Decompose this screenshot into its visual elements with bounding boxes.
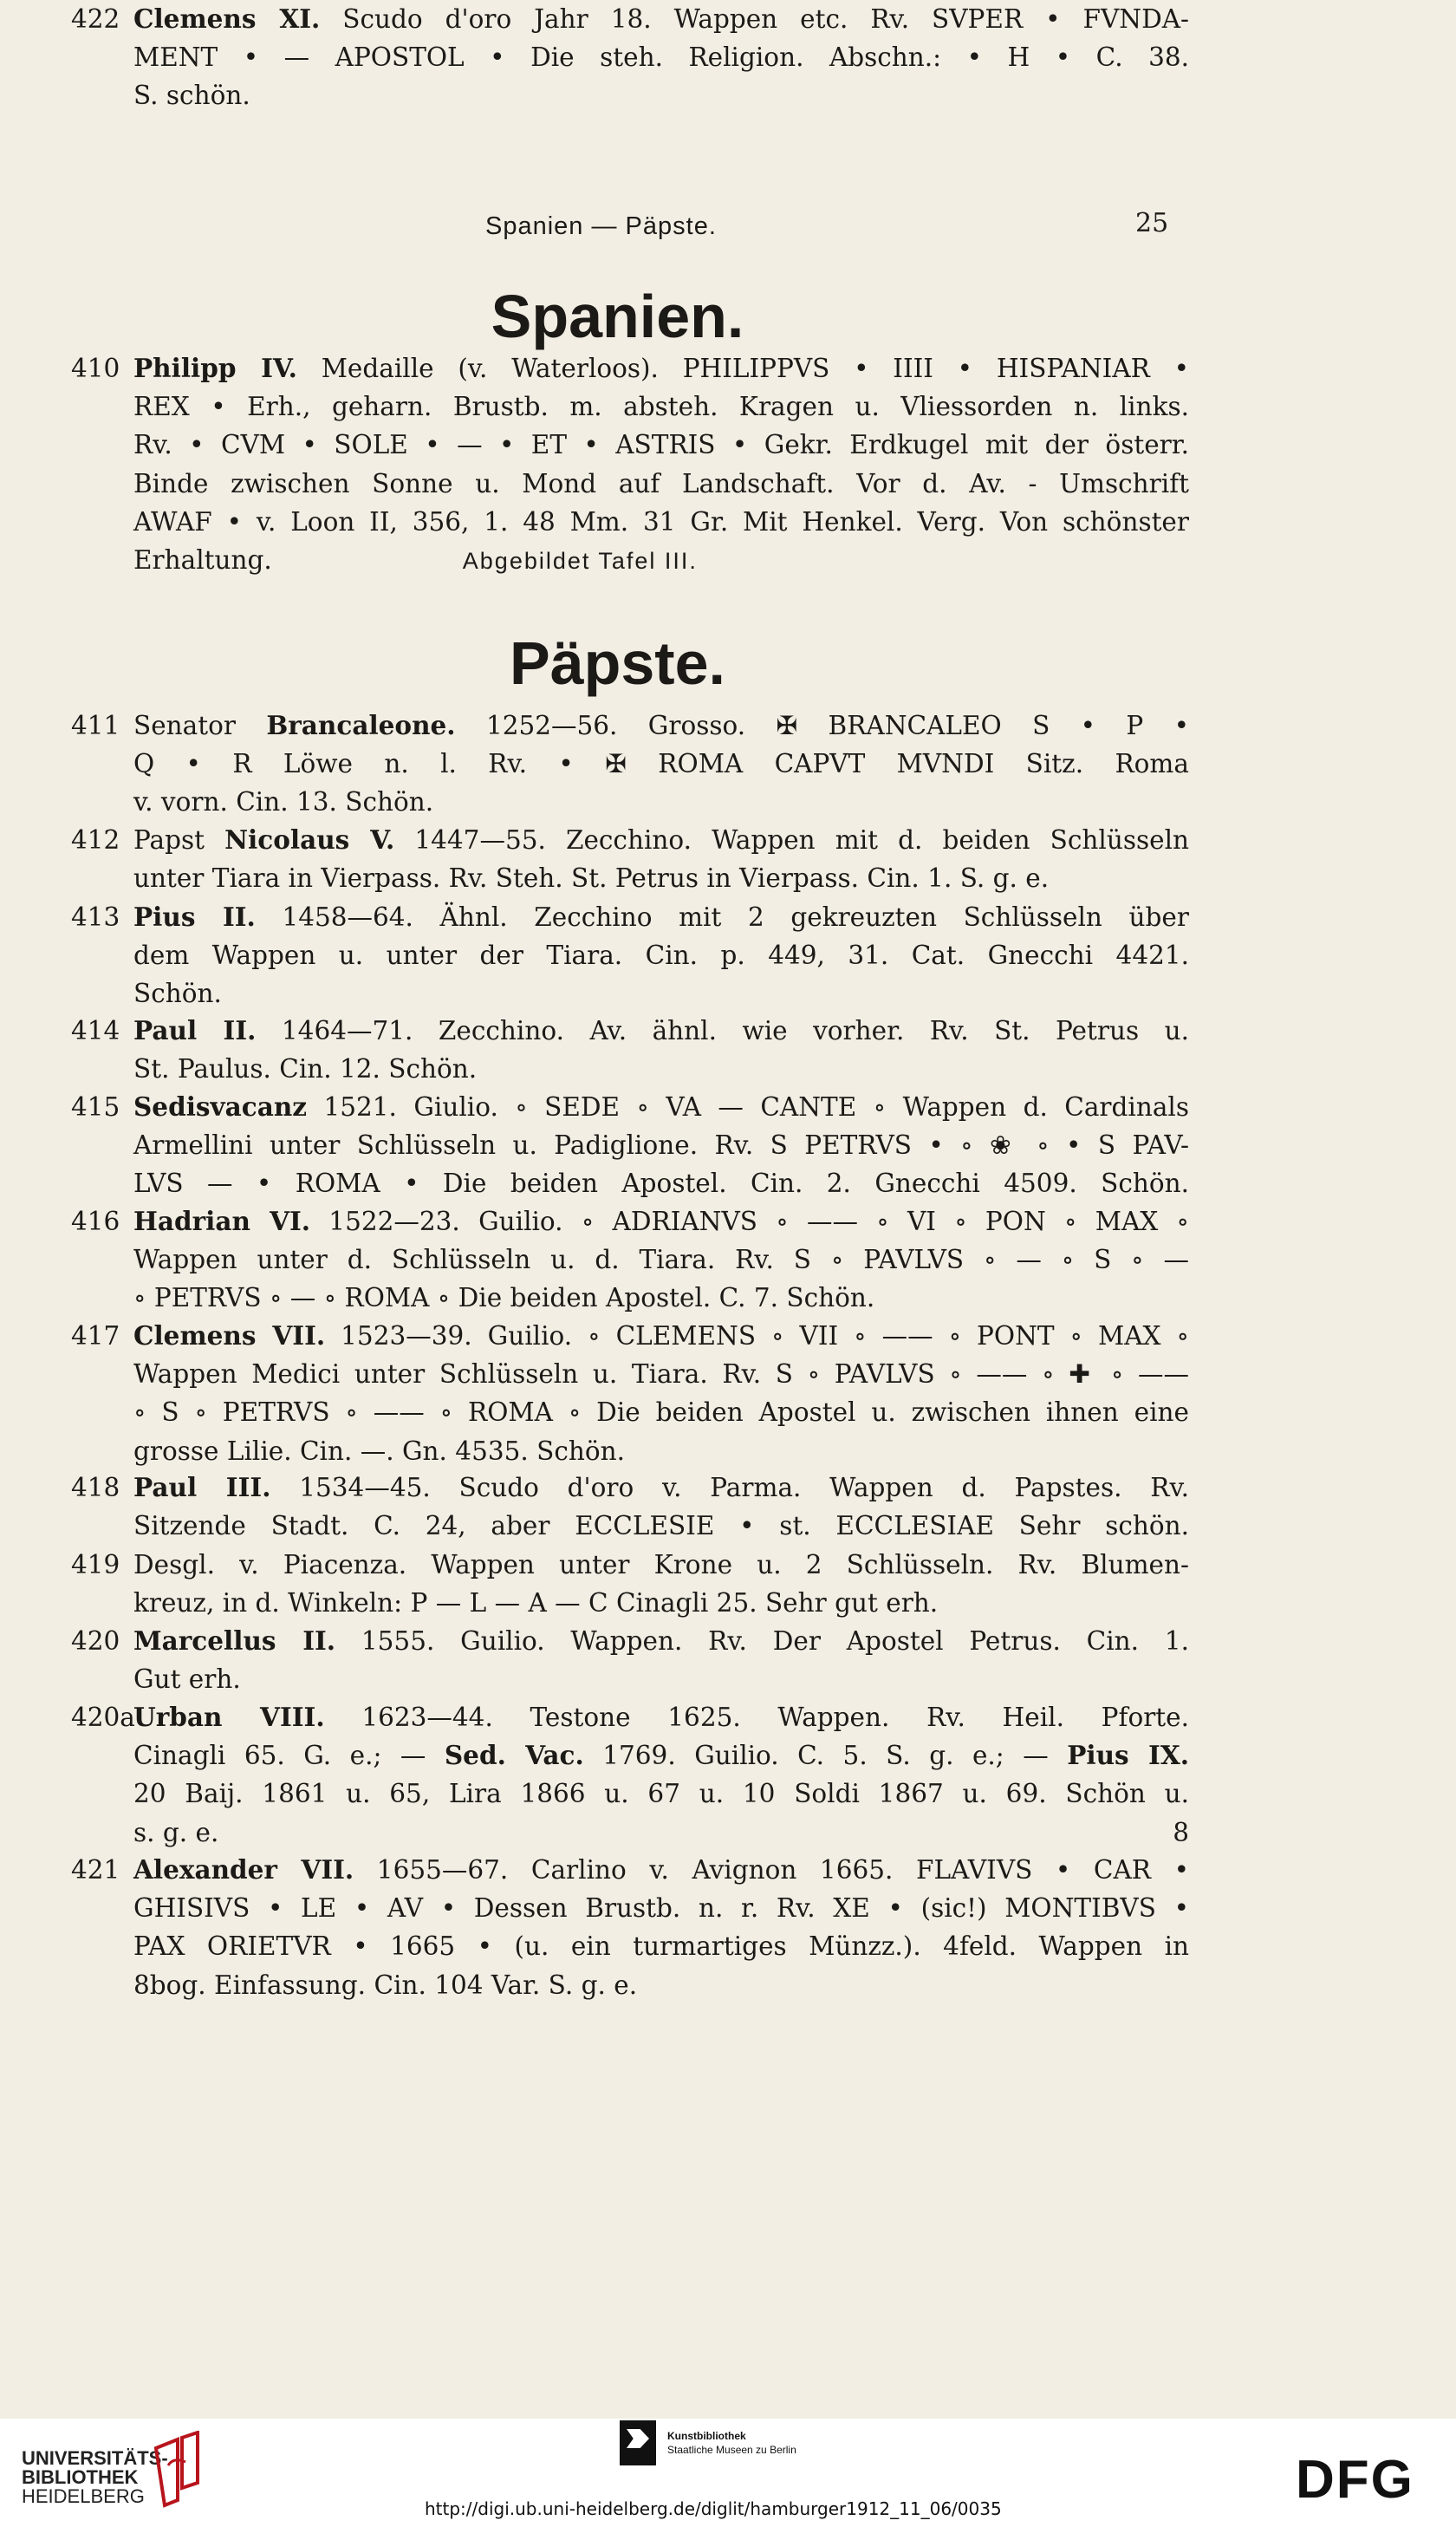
entry-text-run: 1769. Guilio. C. 5. S. g. e.; —: [583, 1741, 1068, 1771]
entry-text-run: unter Tiara in Vierpass. Rv. Steh. St. Petrus in Vierpass. Cin. 1. S. g. e.: [133, 863, 1050, 894]
entry-number: 413: [71, 902, 120, 932]
entry-line: [133, 1814, 1189, 1852]
entry-text-run: ∘ PETRVS ∘ — ∘ ROMA ∘ Die beiden Apostel. C. 7. Schön.: [133, 1283, 875, 1313]
entry-text-run: PAX ORIETVR • 1665 • (u. ein turmartiges Münzz.). 4feld. Wappen in: [133, 1931, 1189, 1962]
entry-number: 415: [71, 1092, 120, 1122]
entry-text: [133, 821, 1189, 897]
entry-text-run: Papst: [133, 825, 225, 855]
entry-line: [133, 1279, 1189, 1317]
catalog-entry: [71, 1851, 1189, 2004]
catalog-entry: [71, 707, 1189, 822]
entry-text-run: s. g. e.: [133, 1817, 219, 1847]
entry-text-run: 1447—55. Zecchino. Wappen mit d. beiden Schlüsseln: [394, 825, 1190, 855]
catalog-entry: [71, 1698, 1189, 1852]
entry-line: [133, 1775, 1189, 1813]
dfg-logo: DFG: [1296, 2450, 1414, 2510]
entry-line: [133, 1202, 1189, 1241]
entry-text-run: Cinagli 65. G. e.; —: [133, 1741, 445, 1771]
entry-line: [133, 0, 1189, 38]
entry-line: [133, 1088, 1189, 1126]
entry-line: [133, 745, 1189, 783]
ub-seal-icon: [147, 2431, 208, 2509]
entry-text: [133, 1546, 1189, 1622]
catalog-entry: [71, 0, 1189, 115]
entry-line: [133, 1889, 1189, 1927]
ruler-name: Sed. Vac.: [444, 1740, 584, 1771]
entry-number: 419: [71, 1550, 120, 1579]
ruler-name: Urban VIII.: [133, 1702, 325, 1732]
entry-number: 418: [71, 1473, 120, 1502]
entry-line: [133, 1355, 1189, 1393]
entry-text-run: 1655—67. Carlino v. Avignon 1665. FLAVIVS • CAR •: [354, 1855, 1190, 1885]
entry-text-run: grosse Lilie. Cin. —. Gn. 4535. Schön.: [133, 1436, 625, 1466]
entry-line: [133, 388, 1189, 426]
plate-reference: Abgebildet Tafel III.: [462, 548, 698, 575]
entry-line: [133, 1050, 1189, 1088]
entry-line: [133, 349, 1189, 388]
entry-text: [133, 1851, 1189, 2004]
entry-line: [133, 1012, 1189, 1050]
entry-text: [133, 1317, 1189, 1470]
entry-text: [133, 1698, 1189, 1852]
kunstbibliothek-wordmark: Kunstbibliothek Staatliche Museen zu Berlin: [667, 2430, 796, 2456]
entry-text-run: Q • R Löwe n. l. Rv. • ✠ ROMA CAPVT MVNDI Sitz. Roma: [133, 749, 1189, 779]
running-head: Spanien — Päpste.: [485, 212, 717, 240]
entry-number: 416: [71, 1207, 120, 1236]
ruler-name: Nicolaus V.: [224, 824, 395, 855]
entry-text-run: Rv. • CVM • SOLE • — • ET • ASTRIS • Gekr. Erdkugel mit der österr.: [133, 430, 1189, 460]
entry-text-run: Sitzende Stadt. C. 24, aber ECCLESIE • st. ECCLESIAE Sehr schön.: [133, 1511, 1189, 1541]
entry-text-run: Wappen unter d. Schlüsseln u. d. Tiara. Rv. S ∘ PAVLVS ∘ — ∘ S ∘ —: [133, 1245, 1189, 1275]
entry-text-run: 1522—23. Guilio. ∘ ADRIANVS ∘ —— ∘ VI ∘ PON ∘ MAX ∘: [310, 1207, 1189, 1236]
catalog-entry: [71, 821, 1189, 897]
entry-number: 421: [71, 1855, 120, 1885]
entry-text: [133, 1469, 1189, 1545]
catalog-entry: [71, 1202, 1189, 1318]
entry-line: [133, 1698, 1189, 1736]
entry-text-run: Binde zwischen Sonne u. Mond auf Landschaft. Vor d. Av. - Umschrift: [133, 468, 1189, 498]
entry-text-run: Senator: [133, 711, 267, 740]
entry-text-run: MENT • — APOSTOL • Die steh. Religion. Abschn.: • H • C. 38.: [133, 42, 1189, 73]
ruler-name: Hadrian VI.: [133, 1206, 311, 1236]
entry-line: [133, 1164, 1189, 1202]
entry-text-run: 1458—64. Ähnl. Zecchino mit 2 gekreuzten Schlüsseln über: [255, 902, 1189, 932]
entry-line: [133, 898, 1189, 936]
entry-number: 420: [71, 1626, 120, 1656]
entry-line: [133, 1584, 1189, 1622]
entry-text-run: 8bog. Einfassung. Cin. 104 Var. S. g. e.: [133, 1970, 638, 2000]
entry-text: [133, 707, 1189, 822]
entry-text-run: Desgl. v. Piacenza. Wappen unter Krone u. 2 Schlüsseln. Rv. Blumen-: [133, 1550, 1189, 1579]
catalog-entry: [71, 1469, 1189, 1545]
entry-text: [133, 349, 1189, 580]
section-title-spanien: Spanien.: [491, 283, 744, 350]
kunstbibliothek-logo-icon: [620, 2420, 656, 2465]
entry-line: [133, 783, 1189, 821]
entry-line: [133, 1469, 1189, 1507]
entry-text-run: dem Wappen u. unter der Tiara. Cin. p. 449, 31. Cat. Gnecchi 4421.: [133, 941, 1189, 971]
section-title-paepste: Päpste.: [510, 629, 725, 697]
entry-text-run: AWAF • v. Loon II, 356, 1. 48 Mm. 31 Gr. Mit Henkel. Verg. Von schönster: [133, 506, 1189, 537]
entry-line: [133, 859, 1189, 897]
entry-line: [133, 1432, 1189, 1470]
entry-text-run: Wappen Medici unter Schlüsseln u. Tiara. Rv. S ∘ PAVLVS ∘ —— ∘ ✚ ∘ ——: [133, 1359, 1189, 1390]
entry-line: [133, 1966, 1189, 2004]
ruler-name: Pius II.: [133, 902, 256, 932]
entry-text-run: REX • Erh., geharn. Brustb. m. absteh. Kragen u. Vliessorden n. links.: [133, 392, 1189, 422]
entry-text: [133, 1088, 1189, 1203]
footer-bar: [0, 2419, 1456, 2527]
entry-line: [133, 503, 1189, 541]
entry-text-run: Schön.: [133, 979, 222, 1009]
entry-number: 414: [71, 1016, 120, 1045]
ruler-name: Paul III.: [133, 1472, 271, 1502]
entry-line: [133, 1851, 1189, 1889]
entry-number: 417: [71, 1321, 120, 1351]
page-number: 25: [1135, 208, 1169, 238]
entry-text-run: 1623—44. Testone 1625. Wappen. Rv. Heil. Pforte.: [324, 1703, 1189, 1732]
ruler-name: Marcellus II.: [133, 1625, 336, 1656]
entry-line: [133, 465, 1189, 503]
entry-line: [133, 1736, 1189, 1775]
entry-text: [133, 1012, 1189, 1088]
entry-text-run: Armellini unter Schlüsseln u. Padiglione. Rv. S PETRVS • ∘ ❀ ∘ • S PAV-: [133, 1130, 1189, 1161]
entry-line: [133, 1241, 1189, 1279]
ruler-name: Clemens XI.: [133, 3, 321, 34]
entry-line: [133, 821, 1189, 859]
entry-text-run: Gut erh.: [133, 1664, 241, 1695]
entry-text-run: ∘ S ∘ PETRVS ∘ —— ∘ ROMA ∘ Die beiden Apostel u. zwischen ihnen eine: [133, 1397, 1189, 1428]
entry-text-run: GHISIVS • LE • AV • Dessen Brustb. n. r. Rv. XE • (sic!) MONTIBVS •: [133, 1893, 1189, 1924]
entry-text-run: 8: [1173, 1817, 1189, 1847]
entry-text: [133, 1202, 1189, 1318]
entry-text-run: 1464—71. Zecchino. Av. ähnl. wie vorher. Rv. St. Petrus u.: [256, 1016, 1189, 1045]
entry-text-run: LVS — • ROMA • Die beiden Apostel. Cin. 2. Gnecchi 4509. Schön.: [133, 1169, 1189, 1199]
entry-number: 422: [71, 4, 120, 34]
entry-number: 412: [71, 825, 120, 855]
entry-number: 411: [71, 711, 120, 740]
entry-line: [133, 541, 1189, 580]
entry-text-run: 1252—56. Grosso. ✠ BRANCALEO S • P •: [455, 711, 1189, 740]
entry-line: [133, 1317, 1189, 1355]
catalog-entry: [71, 1012, 1189, 1088]
entry-text-run: v. vorn. Cin. 13. Schön.: [133, 787, 434, 817]
entry-text: [133, 0, 1189, 115]
entry-line: [133, 1546, 1189, 1584]
entry-line: [133, 936, 1189, 974]
entry-text: [133, 1622, 1189, 1698]
entry-text: [133, 898, 1189, 1013]
entry-line: [133, 707, 1189, 745]
entry-text-run: Scudo d'oro Jahr 18. Wappen etc. Rv. SVPER • FVNDA-: [320, 4, 1189, 34]
catalog-entry: [71, 898, 1189, 1013]
ruler-name: Brancaleone.: [266, 710, 456, 740]
entry-text-run: S. schön.: [133, 81, 250, 111]
entry-text-run: 1523—39. Guilio. ∘ CLEMENS ∘ VII ∘ —— ∘ PONT ∘ MAX ∘: [325, 1321, 1189, 1351]
entry-text-run: St. Paulus. Cin. 12. Schön.: [133, 1054, 478, 1084]
entry-line: [133, 1927, 1189, 1965]
ruler-name: Philipp IV.: [133, 353, 297, 383]
entry-text-run: Medaille (v. Waterloos). PHILIPPVS • IIII • HISPANIAR •: [296, 354, 1189, 383]
entry-text-run: 1534—45. Scudo d'oro v. Parma. Wappen d. Papstes. Rv.: [270, 1473, 1189, 1502]
entry-line: [133, 38, 1189, 76]
entry-line: [133, 974, 1189, 1013]
entry-line: [133, 76, 1189, 114]
ruler-name: Paul II.: [133, 1015, 257, 1045]
ruler-name: Alexander VII.: [133, 1854, 354, 1885]
entry-line: [133, 1660, 1189, 1698]
permalink-url[interactable]: http://digi.ub.uni-heidelberg.de/diglit/hamburger1912_11_06/0035: [425, 2498, 1002, 2519]
entry-line: [133, 1126, 1189, 1164]
entry-text-run: 1555. Guilio. Wappen. Rv. Der Apostel Petrus. Cin. 1.: [335, 1626, 1189, 1656]
entry-text-run: kreuz, in d. Winkeln: P — L — A — C Cinagli 25. Sehr gut erh.: [133, 1588, 939, 1618]
ub-heidelberg-wordmark: UNIVERSITÄTS- BIBLIOTHEK HEIDELBERG: [22, 2447, 168, 2507]
entry-number: 410: [71, 354, 120, 383]
catalog-entry: [71, 349, 1189, 580]
entry-text-run: Erhaltung.: [133, 545, 272, 576]
entry-line: [133, 1393, 1189, 1431]
catalog-entry: [71, 1317, 1189, 1470]
entry-line: [133, 426, 1189, 464]
catalog-entry: [71, 1546, 1189, 1622]
ruler-name: Pius IX.: [1067, 1740, 1189, 1771]
entry-line: [133, 1507, 1189, 1545]
ruler-name: Clemens VII.: [133, 1320, 326, 1351]
catalog-entry: [71, 1088, 1189, 1203]
entry-line: [133, 1622, 1189, 1660]
ruler-name: Sedisvacanz: [133, 1091, 308, 1122]
entry-text-run: 20 Baij. 1861 u. 65, Lira 1866 u. 67 u. 10 Soldi 1867 u. 69. Schön u.: [133, 1779, 1189, 1809]
entry-text-run: 1521. Giulio. ∘ SEDE ∘ VA — CANTE ∘ Wappen d. Cardinals: [307, 1092, 1189, 1122]
catalog-entry: [71, 1622, 1189, 1698]
entry-number: 420a: [71, 1703, 135, 1732]
